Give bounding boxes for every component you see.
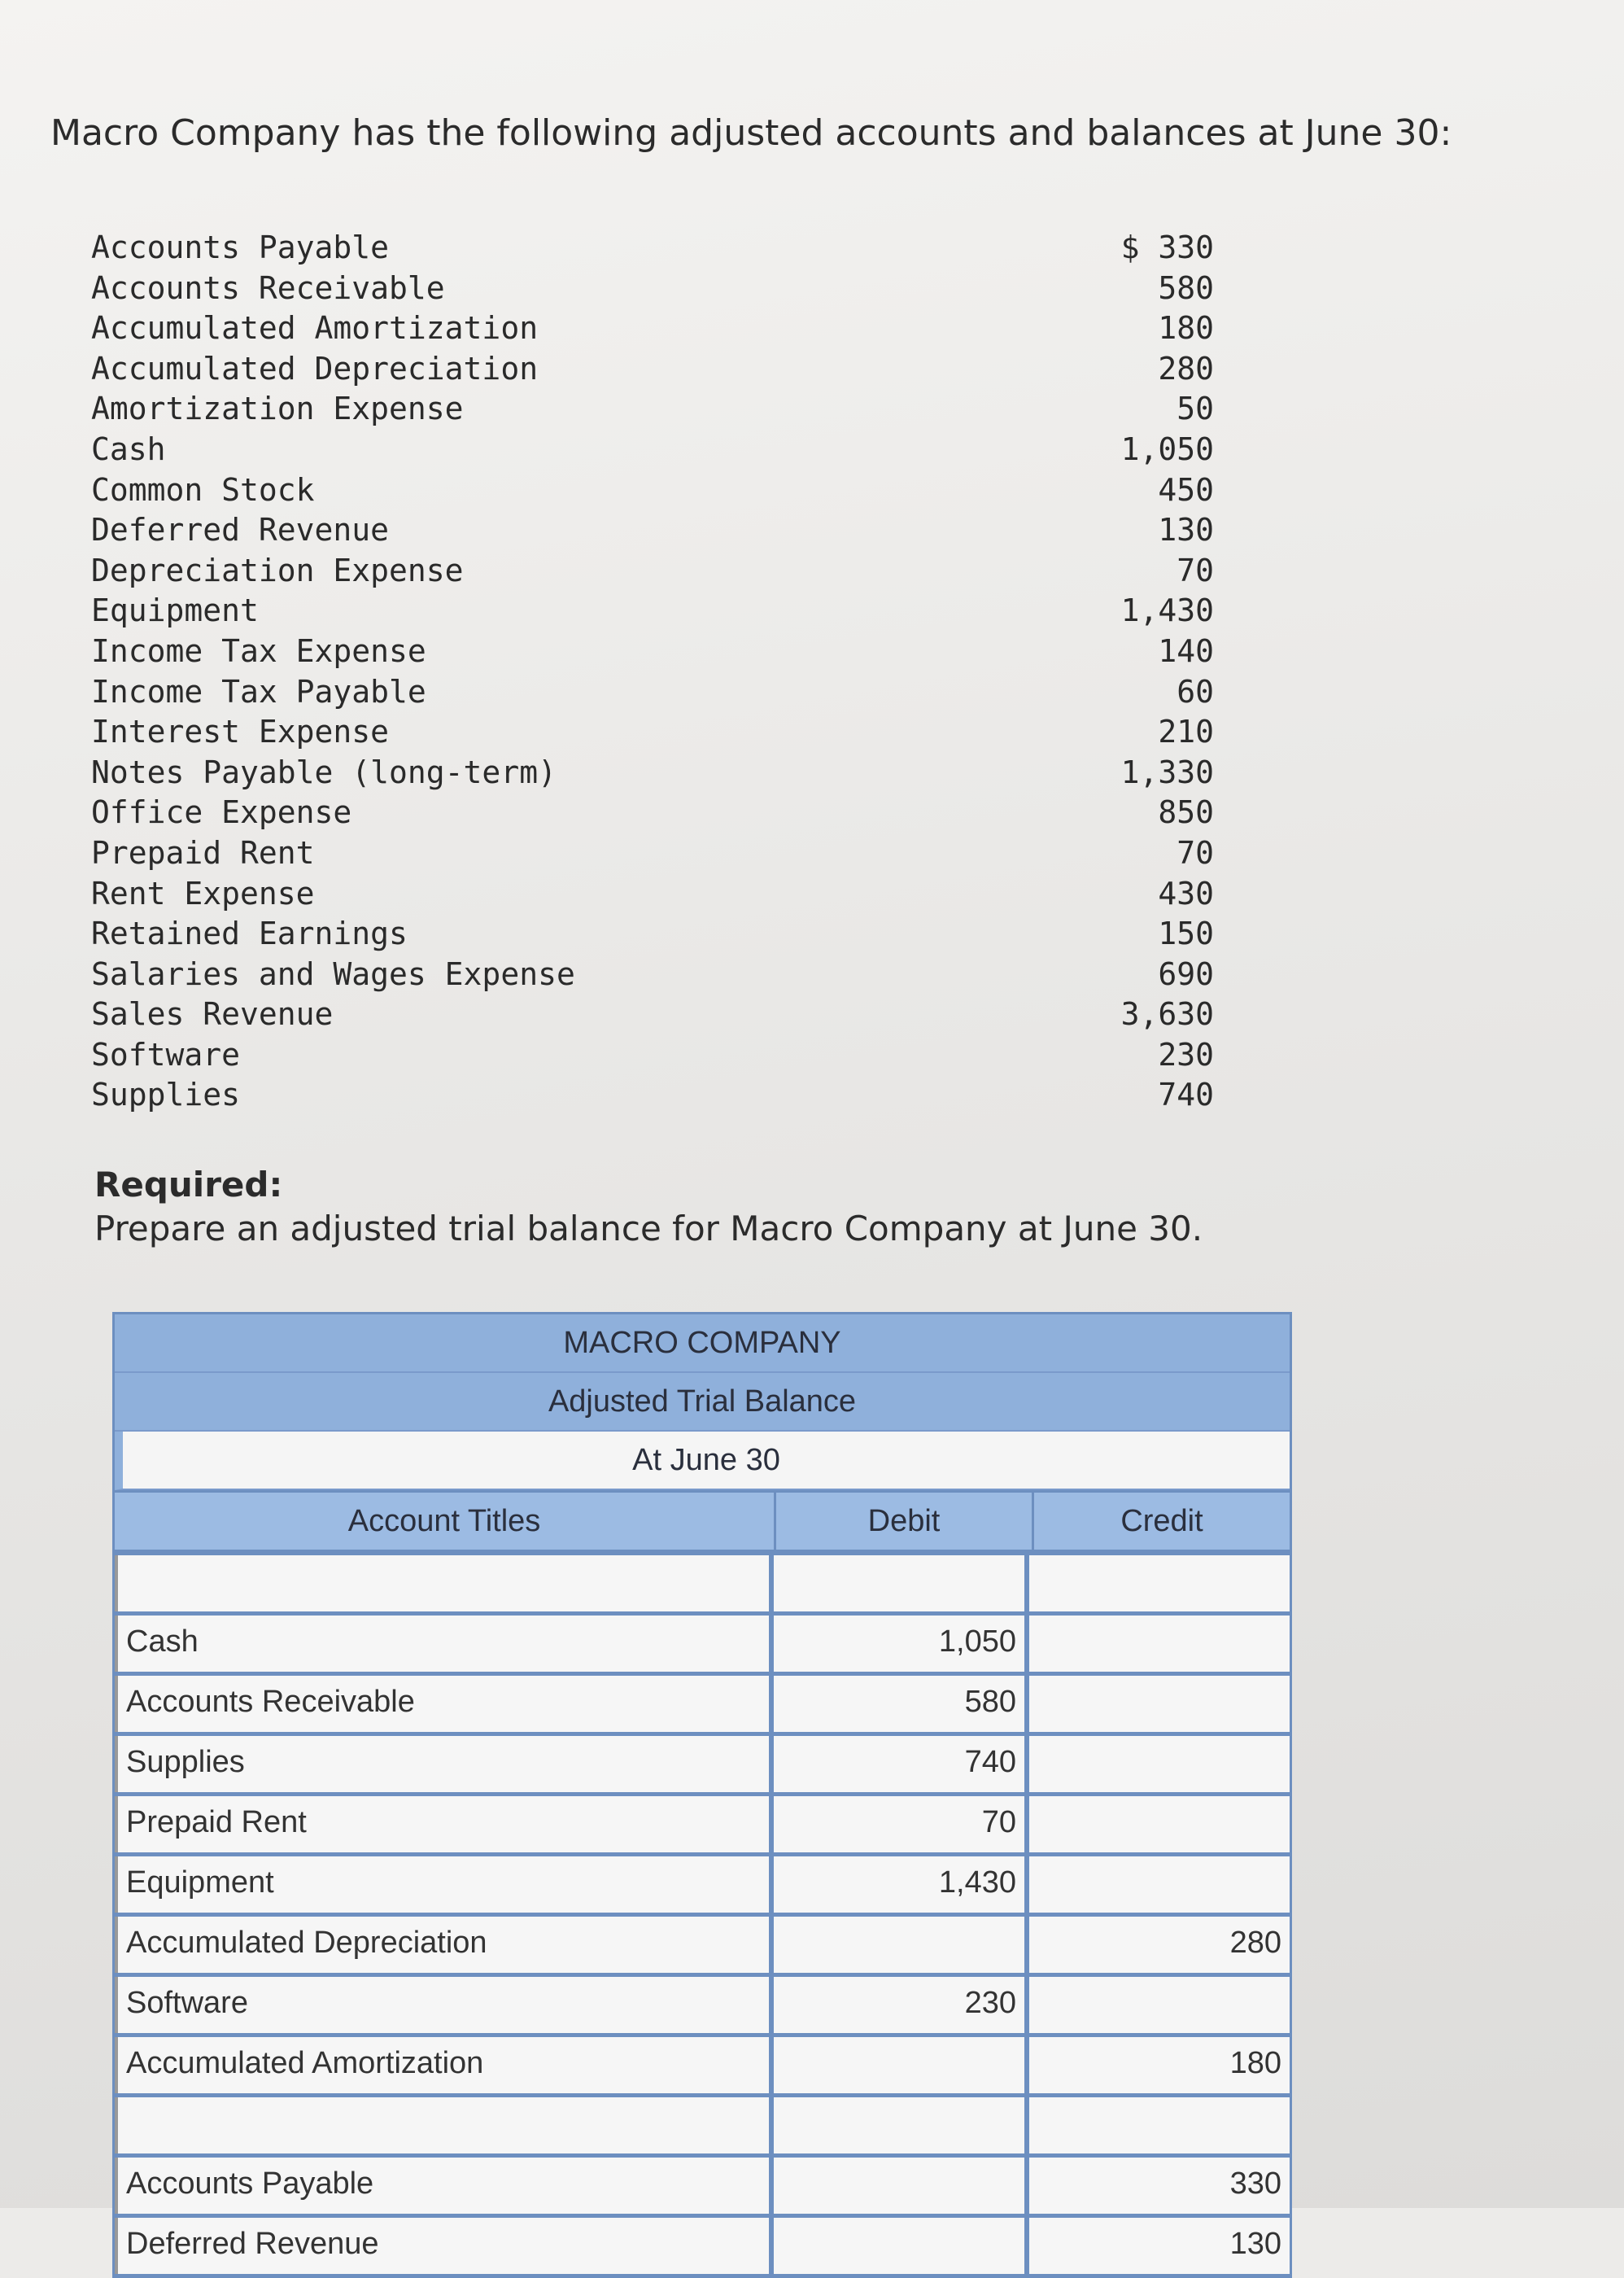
account-row [91, 955, 1214, 995]
problem-prompt: Macro Company has the following adjusted accounts and balances at June 30: [50, 112, 1452, 154]
account-amount: 60 [1177, 673, 1214, 710]
column-header-row [112, 1493, 1292, 1552]
table-row [115, 1856, 1290, 1917]
account-row [91, 995, 1214, 1035]
account-row [91, 632, 1214, 672]
account-amount: 450 [1158, 471, 1214, 508]
credit-cell[interactable]: 130 [1029, 2218, 1290, 2274]
table-row [115, 1736, 1290, 1796]
table-row [115, 2097, 1290, 2158]
trial-balance-rows [112, 1552, 1292, 2278]
account-amount: 580 [1158, 269, 1214, 306]
account-name: Amortization Expense [91, 391, 464, 427]
credit-cell[interactable] [1029, 1555, 1290, 1611]
account-amount: 1,050 [1120, 431, 1214, 467]
statement-date: At June 30 [115, 1432, 1290, 1490]
account-name: Common Stock [91, 471, 315, 508]
account-name: Sales Revenue [91, 996, 334, 1033]
trial-balance-header [112, 1312, 1292, 1493]
account-balance-list [91, 228, 1214, 1116]
account-title-cell[interactable]: Software [115, 1977, 774, 2033]
account-row [91, 833, 1214, 874]
debit-cell[interactable] [774, 2037, 1029, 2093]
account-row [91, 753, 1214, 794]
account-title-cell[interactable]: Accounts Receivable [115, 1676, 774, 1732]
account-name: Notes Payable (long-term) [91, 754, 557, 790]
account-title-cell[interactable]: Accumulated Depreciation [115, 1917, 774, 1973]
debit-cell[interactable] [774, 2218, 1029, 2274]
statement-name: Adjusted Trial Balance [115, 1373, 1290, 1432]
account-amount: 70 [1177, 552, 1214, 588]
company-name: MACRO COMPANY [115, 1314, 1290, 1373]
account-title-cell[interactable]: Deferred Revenue [115, 2218, 774, 2274]
account-name: Office Expense [91, 794, 352, 831]
account-amount: 280 [1158, 350, 1214, 387]
column-header-credit: Credit [1120, 1504, 1203, 1538]
table-row [115, 1917, 1290, 1977]
trial-balance-table [112, 1312, 1292, 2278]
account-row [91, 793, 1214, 833]
credit-cell[interactable] [1029, 2097, 1290, 2153]
debit-cell[interactable] [774, 2097, 1029, 2153]
account-name: Supplies [91, 1077, 241, 1113]
credit-cell[interactable] [1029, 1977, 1290, 2033]
debit-cell[interactable]: 230 [774, 1977, 1029, 2033]
account-row [91, 510, 1214, 551]
table-row [115, 1796, 1290, 1856]
account-title-cell[interactable]: Prepaid Rent [115, 1796, 774, 1852]
debit-cell[interactable] [774, 1555, 1029, 1611]
debit-cell[interactable]: 740 [774, 1736, 1029, 1792]
account-title-cell[interactable]: Equipment [115, 1856, 774, 1913]
account-amount: 1,430 [1120, 592, 1214, 629]
account-row [91, 712, 1214, 753]
account-amount: 180 [1158, 310, 1214, 347]
column-header-debit: Debit [776, 1493, 1034, 1550]
credit-cell[interactable]: 280 [1029, 1917, 1290, 1973]
account-title-cell[interactable]: Supplies [115, 1736, 774, 1792]
credit-cell[interactable]: 330 [1029, 2158, 1290, 2214]
account-row [91, 389, 1214, 430]
credit-cell[interactable] [1029, 1856, 1290, 1913]
account-row [91, 430, 1214, 470]
table-row [115, 1676, 1290, 1736]
account-name: Cash [91, 431, 166, 467]
account-row [91, 308, 1214, 349]
debit-cell[interactable]: 580 [774, 1676, 1029, 1732]
account-name: Software [91, 1036, 241, 1073]
account-name: Interest Expense [91, 714, 390, 750]
debit-cell[interactable]: 1,050 [774, 1616, 1029, 1672]
debit-cell[interactable]: 70 [774, 1796, 1029, 1852]
debit-cell[interactable] [774, 2158, 1029, 2214]
table-row [115, 2218, 1290, 2278]
debit-cell[interactable] [774, 1917, 1029, 1973]
table-row [115, 1616, 1290, 1676]
account-name: Accumulated Depreciation [91, 350, 539, 387]
account-row [91, 269, 1214, 309]
account-row [91, 1035, 1214, 1076]
account-amount: 210 [1158, 714, 1214, 750]
credit-cell[interactable]: 180 [1029, 2037, 1290, 2093]
account-amount: 1,330 [1120, 754, 1214, 790]
required-text: Prepare an adjusted trial balance for Macro Company at June 30. [94, 1209, 1203, 1248]
account-name: Accounts Receivable [91, 269, 445, 306]
account-name: Rent Expense [91, 875, 315, 912]
table-row [115, 2037, 1290, 2097]
table-row [115, 2158, 1290, 2218]
account-amount: 230 [1158, 1036, 1214, 1073]
account-row [91, 228, 1214, 269]
account-row [91, 470, 1214, 511]
account-row [91, 672, 1214, 713]
account-title-cell[interactable]: Accounts Payable [115, 2158, 774, 2214]
account-row [91, 914, 1214, 955]
credit-cell[interactable] [1029, 1676, 1290, 1732]
account-name: Income Tax Payable [91, 673, 426, 710]
table-row [115, 1977, 1290, 2037]
account-row [91, 591, 1214, 632]
account-row [91, 551, 1214, 592]
account-row [91, 1075, 1214, 1116]
account-amount: 50 [1177, 391, 1214, 427]
account-amount: $ 330 [1120, 230, 1214, 265]
account-amount: 130 [1158, 512, 1214, 549]
account-name: Income Tax Expense [91, 632, 426, 669]
account-title-cell[interactable]: Accumulated Amortization [115, 2037, 774, 2093]
required-title: Required: [94, 1165, 283, 1205]
account-title-cell[interactable] [115, 1555, 774, 1611]
account-title-cell[interactable]: Cash [115, 1616, 774, 1672]
account-row [91, 349, 1214, 390]
account-amount: 850 [1158, 794, 1214, 831]
account-amount: 740 [1158, 1077, 1214, 1113]
debit-cell[interactable]: 1,430 [774, 1856, 1029, 1913]
credit-cell[interactable] [1029, 1796, 1290, 1852]
account-name: Accounts Payable [91, 230, 390, 265]
account-name: Salaries and Wages Expense [91, 955, 575, 992]
account-title-cell[interactable] [115, 2097, 774, 2153]
account-name: Retained Earnings [91, 916, 408, 952]
account-amount: 150 [1158, 916, 1214, 952]
account-name: Depreciation Expense [91, 552, 464, 588]
account-name: Accumulated Amortization [91, 310, 539, 347]
account-row [91, 874, 1214, 915]
credit-cell[interactable] [1029, 1736, 1290, 1792]
account-amount: 70 [1177, 834, 1214, 871]
account-amount: 430 [1158, 875, 1214, 912]
account-name: Deferred Revenue [91, 512, 390, 549]
account-name: Equipment [91, 592, 259, 629]
required-section [94, 1164, 1203, 1252]
account-amount: 140 [1158, 632, 1214, 669]
account-amount: 690 [1158, 955, 1214, 992]
column-header-account-titles: Account Titles [115, 1493, 776, 1550]
table-row [115, 1555, 1290, 1616]
account-amount: 3,630 [1120, 996, 1214, 1033]
account-name: Prepaid Rent [91, 834, 315, 871]
credit-cell[interactable] [1029, 1616, 1290, 1672]
